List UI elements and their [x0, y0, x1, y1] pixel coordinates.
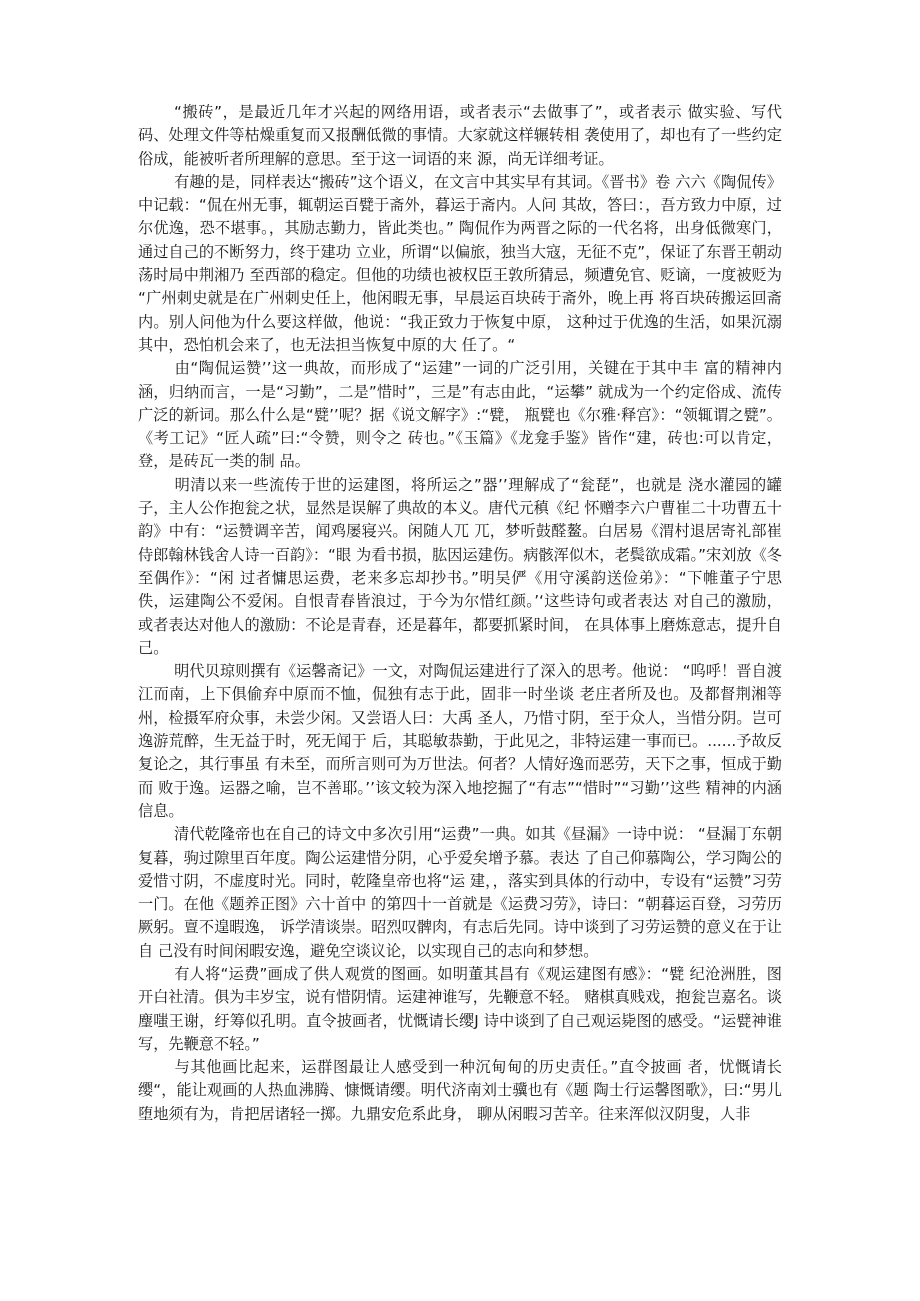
paragraph-2-text: 有趣的是，同样表达“搬砖”这个语义，在文言中其实早有其词。《晋书》卷 六六《陶侃传》中记载：“侃在州无事，辄朝运百甓于斋外，暮运于斋内。人问 其故，答曰：，吾方致力中原，过尔优逸，恐不堪事。，其励志勤力，皆此类也。” 陶侃作为两晋之际的一代名将，出身低微寒门，通过自己的不断努力，终于建功 立业，所谓“以偏旅，独当大寇，无征不克”，保证了东晋王朝动荡时局中荆湘乃 至西部的稳定。但他的功绩也被权臣王敦所猜忌，频遭免官、贬谪，一度被贬为 “广州刺史就是在广州刺史任上，他闲暇无事，早晨运百块砖于斋外，晚上再 将百块砖搬运回斋内。别人问他为什么要这样做，他说：“我正致力于恢复中原， 这种过于优逸的生活，如果沉溺其中，恐怕机会来了，也无法担当恢复中原的大 任了。“ [138, 172, 782, 354]
paragraph-8 [138, 1056, 782, 1126]
paragraph-1 [138, 101, 782, 171]
paragraph-5 [138, 660, 782, 823]
paragraph-8-text: 与其他画比起来，运群图最让人感受到一种沉甸甸的历史责任。”直令披画 者，忧慨请长缨“，能让观画的人热血沸腾、慷慨请缨。明代济南刘士骥也有《题 陶士行运馨图歌》，曰:“男儿堕地须有为，肯把居诸轻一掷。九鼎安危系此身， 聊从闲暇习苦辛。往来浑似汉阴叟，人非 [138, 1058, 782, 1123]
document-page [138, 101, 782, 1126]
paragraph-4-text: 明清以来一些流传于世的运建图，将所运之”器’’理解成了“瓮琵”，也就是 浇水灌园的罐子，主人公作抱瓮之状，显然是误解了典故的本义。唐代元稹《纪 怀赠李六户曹崔二十功曹五十韵》中有：“运赞调辛苦，闻鸡屡寝兴。闲随人兀 兀，梦听鼓醛鳌。白居易《渭村退居寄礼部崔侍郎翰林钱舍人诗一百韵》：“眼 为看书损，肱因运建伤。病骸浑似木，老鬓欲成霜。”宋刘放《冬至偶作》：“闲 过者慵思运费，老来多忘却抄书。”明吴俨《用守溪韵送俭弟》：“下帷董子宁思 佚，运建陶公不爱闲。自恨青春皆浪过，于今为尔惜红颜。’‘这些诗句或者表达 对自己的激励，或者表达对他人的激励：不论是青春，还是暮年，都要抓紧时间， 在具体事上磨炼意志，提升自己。 [138, 475, 782, 657]
paragraph-7-text: 有人将“运费”画成了供人观赏的图画。如明董其昌有《观运建图有感》：“甓 纪沧洲胜，图开白社清。俱为丰岁宝，说有惜阴情。运建神谁写，先鞭意不轻。 赌棋真贱戏，抱瓮岂嘉名。谈麈嗤王谢，纡筹似孔明。直令披画者，忧慨请长缨J 诗中谈到了自己观运毙图的感受。“运甓神谁写，先鞭意不轻。” [138, 964, 782, 1053]
paragraph-3-text: 由“陶侃运赞’’这一典故，而形成了“运建”一词的广泛引用，关键在于其中丰 富的精神内涵，归纳而言，一是“习勤”，二是”惜时”，三是”有志由此，“运攀” 就成为一个约定俗成、流传广泛的新词。那么什么是“甓’’呢？据《说文解字》:“甓， 瓶甓也《尔雅·释宫》：“领辄谓之甓”。《考工记》“匠人疏”曰:“令赞，则令之 砖也。”《玉篇》《龙龛手鉴》皆作“建，砖也:可以肯定，登，是砖瓦一类的制 品。 [138, 359, 782, 471]
paragraph-2 [138, 171, 782, 357]
paragraph-1-text: “搬砖”，是最近几年才兴起的网络用语，或者表示“去做事了”，或者表示 做实验、写代码、处理文件等枯燥重复而又报酬低微的事情。大家就这样辗转相 袭使用了，却也有了一些约定俗成，能被听者所理解的意思。至于这一词语的来 源，尚无详细考证。 [138, 103, 782, 168]
paragraph-5-text: 明代贝琼则撰有《运馨斋记》一文，对陶侃运建进行了深入的思考。他说： “呜呼！晋自渡江而南，上下俱偷弃中原而不恤，侃独有志于此，固非一时坐谈 老庄者所及也。及都督荆湘等州，检摄军府众事，未尝少闲。又尝语人曰：大禹 圣人，乃惜寸阴，至于众人，当惜分阴。岂可逸游荒醉，生无益于时，死无闻于 后，其聪敏恭勤，于此见之，非特运建一事而已。......予故反复论之，其行事虽 有未至，而所言则可为万世法。何者？人情好逸而恶劳，天下之事，恒成于勤而 败于逸。运器之喻，岂不善耶。’’该文较为深入地挖掘了“有志”“惜时”“习勤’’这些 精神的内涵信息。 [138, 662, 782, 820]
paragraph-6-text: 清代乾隆帝也在自己的诗文中多次引用“运费”一典。如其《昼漏》一诗中说： “昼漏丁东朝复暮，驹过隙里百年度。陶公运建惜分阴，心乎爱矣增予慕。表达 了自己仰慕陶公，学习陶公的爱惜寸阴，不虚度时光。同时，乾隆皇帝也将“运 建，，落实到具体的行动中，专设有“运赞”习劳一门。在他《题养正图》六十首中 的第四十一首就是《运费习劳》，诗曰：“朝暮运百登，习劳历厥躬。亶不遑暇逸， 诉学清谈崇。昭烈叹髀肉，有志后先同。诗中谈到了习劳运赞的意义在于让自 己没有时间闲暇安逸，避免空谈议论，以实现自己的志向和梦想。 [138, 825, 782, 960]
paragraph-3 [138, 357, 782, 473]
paragraph-4 [138, 474, 782, 660]
paragraph-7 [138, 963, 782, 1056]
paragraph-6 [138, 823, 782, 963]
